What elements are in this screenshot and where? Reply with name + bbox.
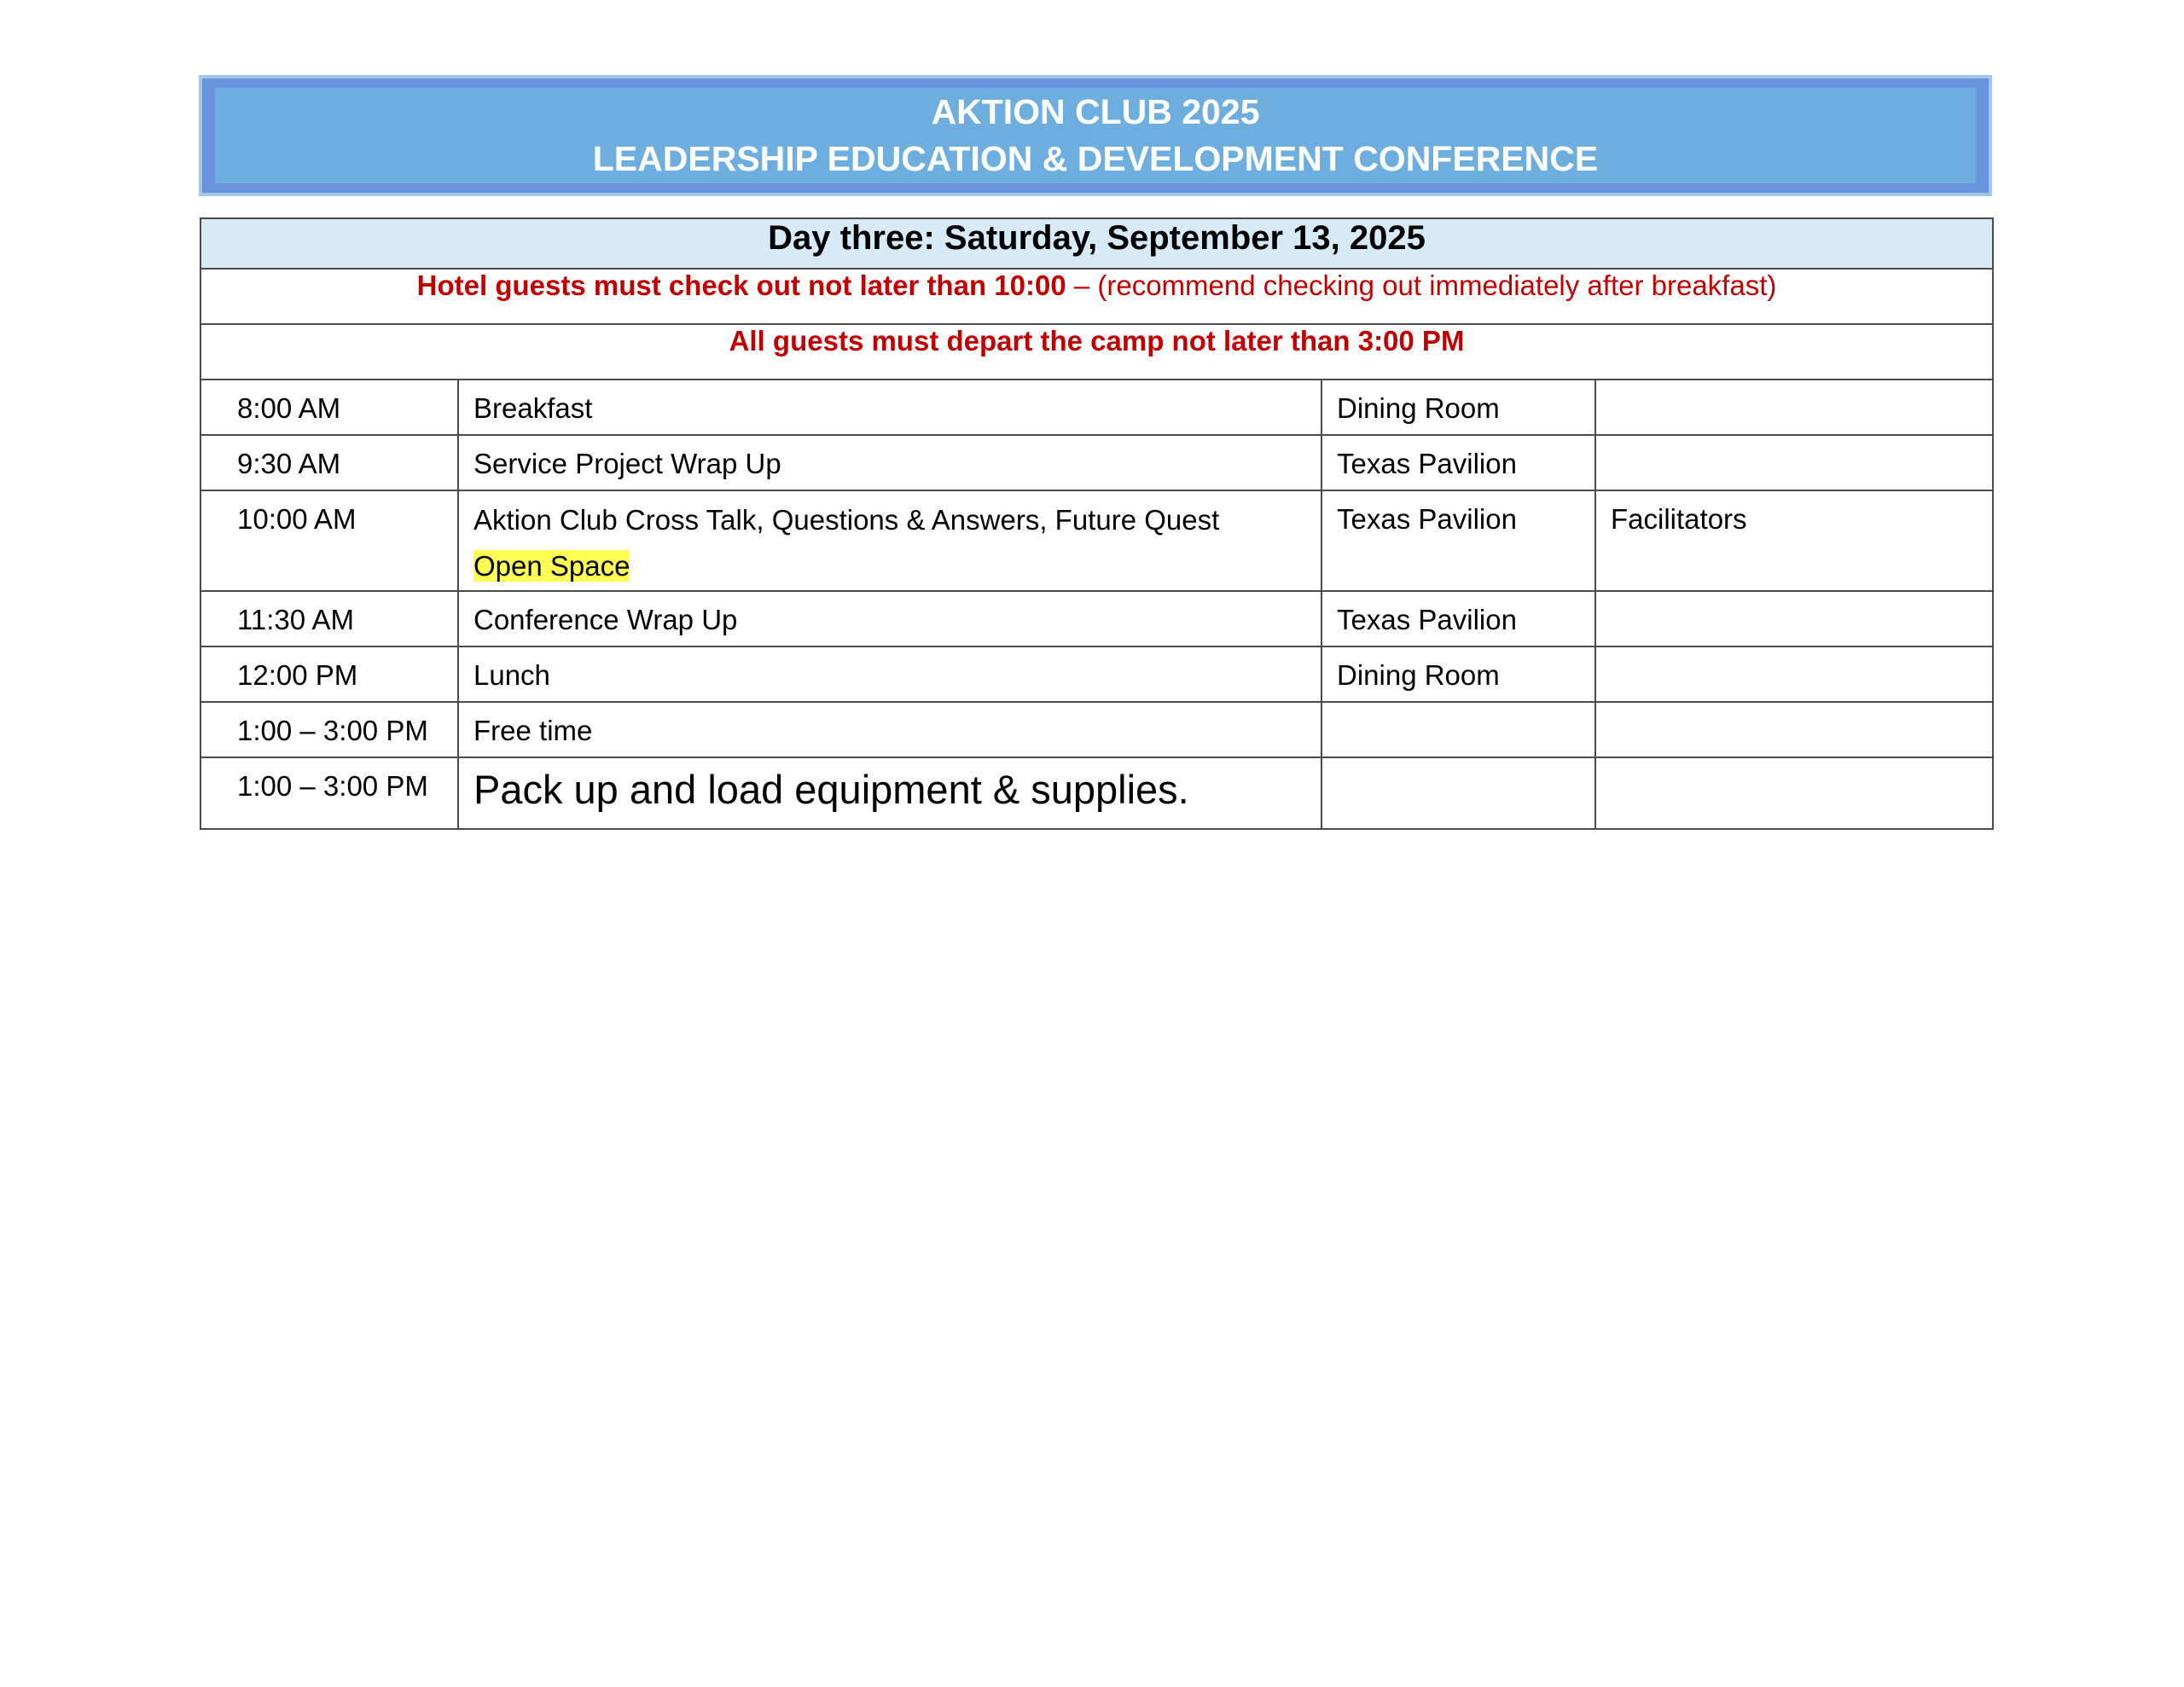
day-header: Day three: Saturday, September 13, 2025 xyxy=(200,218,1993,269)
checkout-notice-rest: – (recommend checking out immediately after breakfast) xyxy=(1066,270,1777,301)
activity-cell: Breakfast xyxy=(458,380,1321,435)
departure-notice xyxy=(200,324,1993,380)
activity-cell xyxy=(458,757,1321,829)
banner-border xyxy=(202,78,1989,193)
activity-text: Aktion Club Cross Talk, Questions & Answers, Future Quest xyxy=(473,504,1220,536)
people-cell xyxy=(1595,380,1993,435)
schedule-table xyxy=(200,217,1994,830)
notice-row xyxy=(200,269,1993,324)
day-header-row xyxy=(200,218,1993,269)
time-cell: 8:00 AM xyxy=(200,380,458,435)
time-cell: 9:30 AM xyxy=(200,435,458,490)
table-row xyxy=(200,490,1993,591)
location-cell: Texas Pavilion xyxy=(1321,591,1595,646)
banner-line-1: AKTION CLUB 2025 xyxy=(931,92,1260,131)
time-cell: 12:00 PM xyxy=(200,646,458,702)
activity-text: Pack up and load equipment & supplies. xyxy=(473,767,1189,812)
table-row xyxy=(200,591,1993,646)
table-row xyxy=(200,757,1993,829)
people-cell xyxy=(1595,757,1993,829)
location-cell: Dining Room xyxy=(1321,646,1595,702)
activity-cell xyxy=(458,490,1321,591)
departure-notice-bold: All guests must depart the camp not later than 3:00 PM xyxy=(729,325,1465,357)
banner-title xyxy=(215,88,1976,183)
location-cell: Texas Pavilion xyxy=(1321,435,1595,490)
people-cell: Facilitators xyxy=(1595,490,1993,591)
highlighted-activity-note: Open Space xyxy=(473,550,630,582)
conference-banner xyxy=(199,75,1992,196)
location-cell: Dining Room xyxy=(1321,380,1595,435)
people-cell xyxy=(1595,646,1993,702)
location-cell xyxy=(1321,757,1595,829)
time-cell: 10:00 AM xyxy=(200,490,458,591)
table-row xyxy=(200,702,1993,757)
activity-cell: Free time xyxy=(458,702,1321,757)
banner-line-2: LEADERSHIP EDUCATION & DEVELOPMENT CONFERENCE xyxy=(592,139,1599,178)
location-cell xyxy=(1321,702,1595,757)
people-cell xyxy=(1595,591,1993,646)
people-cell xyxy=(1595,702,1993,757)
activity-cell: Conference Wrap Up xyxy=(458,591,1321,646)
location-cell: Texas Pavilion xyxy=(1321,490,1595,591)
time-cell: 11:30 AM xyxy=(200,591,458,646)
activity-cell: Lunch xyxy=(458,646,1321,702)
table-row xyxy=(200,380,1993,435)
notice-row xyxy=(200,324,1993,380)
checkout-notice-bold: Hotel guests must check out not later than 10:00 xyxy=(416,270,1066,301)
activity-cell: Service Project Wrap Up xyxy=(458,435,1321,490)
people-cell xyxy=(1595,435,1993,490)
checkout-notice xyxy=(200,269,1993,324)
table-row xyxy=(200,646,1993,702)
time-cell: 1:00 – 3:00 PM xyxy=(200,702,458,757)
time-cell: 1:00 – 3:00 PM xyxy=(200,757,458,829)
table-row xyxy=(200,435,1993,490)
